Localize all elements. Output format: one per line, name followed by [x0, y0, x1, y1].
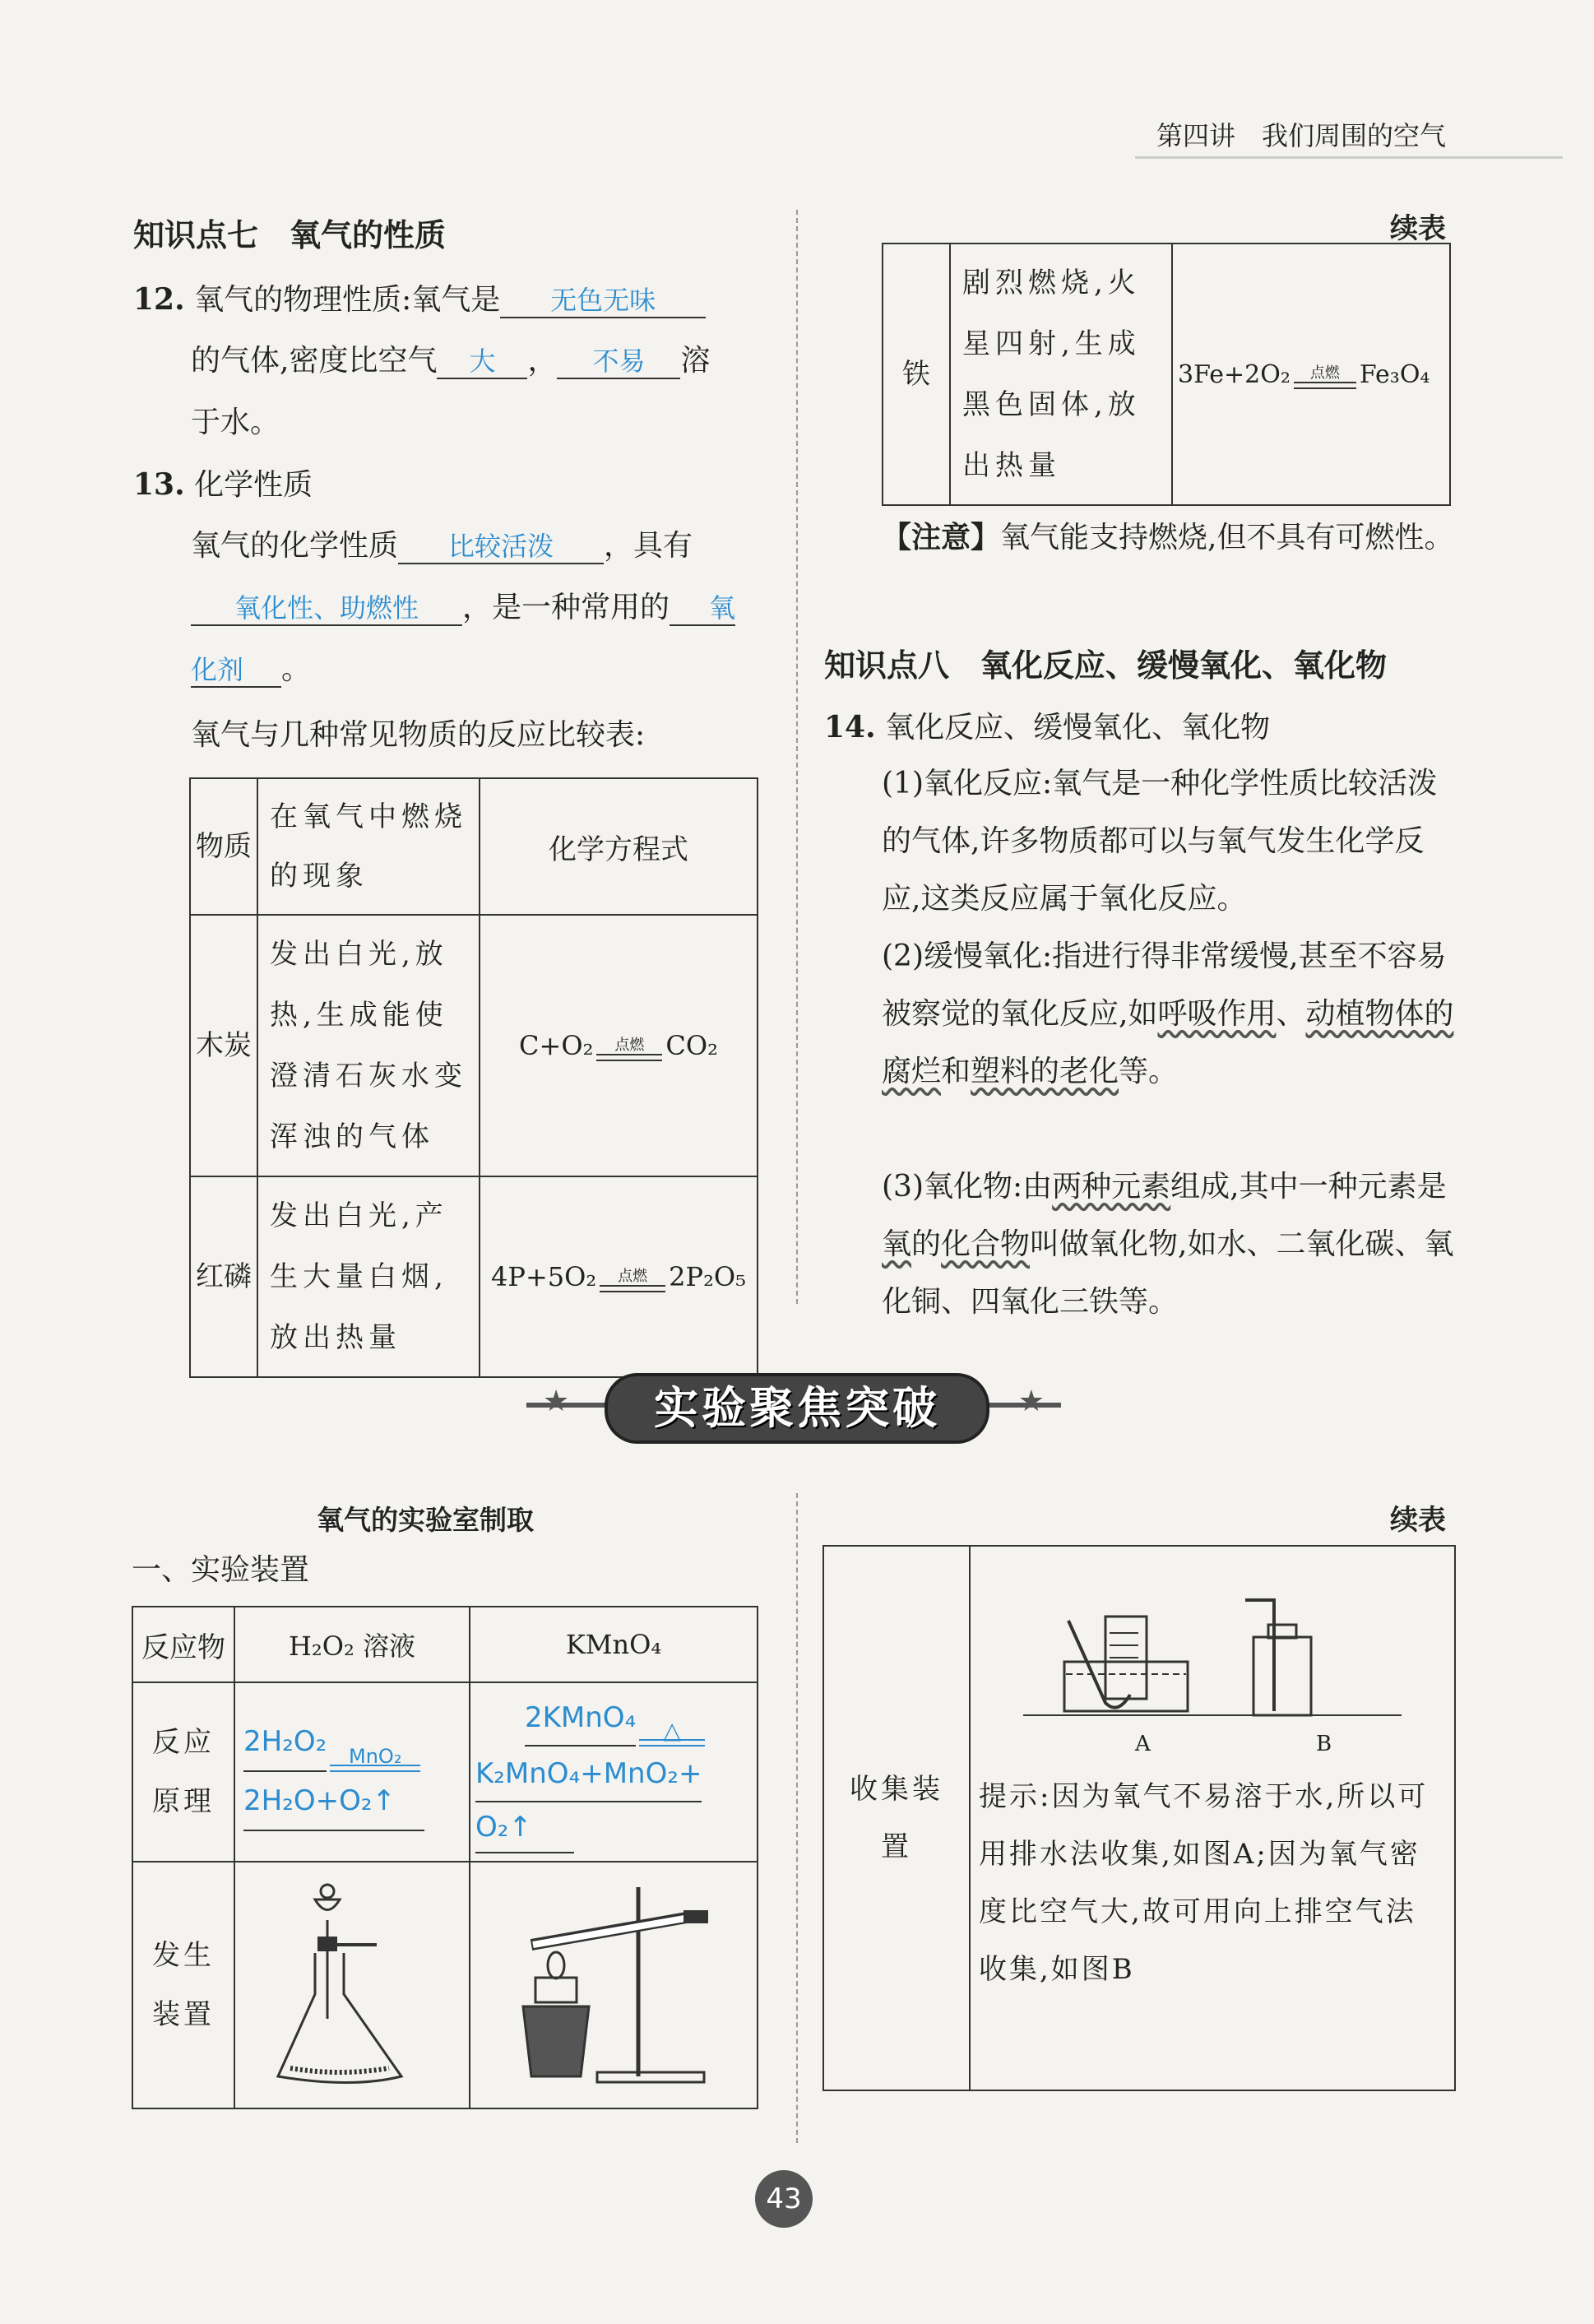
eq-iron: [1172, 244, 1450, 505]
flask-apparatus-figure: [270, 1871, 434, 2093]
q14-p2-b: 、: [1276, 997, 1306, 1031]
header-rule: [1135, 156, 1563, 159]
q14-p2-w3: 塑料的老化: [971, 1055, 1119, 1088]
eq-charcoal-lhs: C+O₂: [519, 1030, 594, 1061]
q14-p2-c: 和: [941, 1055, 971, 1088]
test-tube-apparatus-figure: [498, 1871, 729, 2093]
lab-title: 氧气的实验室制取: [317, 1504, 534, 1536]
q14-p2-a: (2)缓慢氧化:指进行得非常缓慢,甚至不容易被察觉的氧化反应,如: [882, 939, 1447, 1031]
q12-number: 12.: [133, 282, 185, 317]
banner-title: 实验聚焦突破: [654, 1382, 940, 1434]
q13-answer3a: 氧: [670, 591, 735, 626]
iron-table: [882, 243, 1451, 506]
q13-title: 化学性质: [194, 468, 313, 502]
q13: [133, 455, 313, 515]
eq-charcoal-rhs: CO₂: [665, 1030, 718, 1061]
q14-p3-w1: 两种元素: [1052, 1170, 1171, 1204]
device-h2o2: [234, 1862, 470, 2108]
q13-answer1: 比较活泼: [398, 530, 604, 564]
q14-p2-w1: 呼吸作用: [1157, 997, 1277, 1031]
q12: [133, 270, 758, 330]
note-text: 氧气能支持燃烧,但不具有可燃性。: [1000, 521, 1454, 554]
star-icon: ★: [1017, 1385, 1045, 1418]
page-number: 43: [755, 2170, 813, 2228]
q14-p3-d: 叫做氧化物,如水、二氧化碳、氧化铜、四氧化三铁等。: [882, 1227, 1454, 1319]
q13-number: 13.: [133, 467, 185, 502]
section7-title: 知识点七 氧气的性质: [133, 217, 447, 253]
eq1-cell: [234, 1682, 470, 1862]
section8-title: 知识点八 氧化反应、缓慢氧化、氧化物: [824, 647, 1388, 684]
cont-label-bottom: 续表: [1390, 1504, 1446, 1537]
eq-phosphorus-rhs: 2P₂O₅: [669, 1261, 746, 1292]
eq-iron-rhs: Fe₃O₄: [1359, 360, 1430, 389]
cell-red-phosphorus-phenomenon: 发出白光,产生大量白烟,放出热量: [257, 1176, 480, 1377]
q14-p3-a: (3)氧化物:由: [882, 1170, 1053, 1204]
table-intro: 氧气与几种常见物质的反应比较表:: [191, 718, 646, 752]
q12-comma: ，: [527, 344, 558, 378]
th-equation: 化学方程式: [480, 778, 758, 915]
page-header: 第四讲 我们周围的空气: [1156, 120, 1446, 151]
column-divider-top: [796, 210, 798, 1304]
q14-p3-b: 组成,其中一种元素是: [1170, 1170, 1447, 1204]
lab-subtitle: 一、实验装置: [132, 1553, 310, 1587]
q12-text-a: 氧气的物理性质:氧气是: [194, 283, 501, 317]
eq-charcoal-equals: [596, 1054, 662, 1061]
eq1-cond: MnO₂: [349, 1745, 402, 1768]
q13-answer3b: 化剂: [191, 653, 281, 688]
eq-phosphorus-lhs: 4P+5O₂: [491, 1261, 597, 1292]
cont-label-top: 续表: [1390, 212, 1446, 245]
section-banner: [526, 1370, 1061, 1444]
q14-number: 14.: [824, 710, 876, 745]
star-icon: ★: [543, 1385, 570, 1418]
collect-figures: [979, 1547, 1446, 1768]
q12-text-b: 的气体,密度比空气: [191, 344, 438, 378]
q13-text-c: ，是一种常用的: [462, 591, 670, 624]
q13-answer2: 氧化性、助燃性: [191, 591, 462, 626]
banner-pill: [605, 1373, 989, 1444]
eq-iron-cond: 点燃: [1309, 364, 1340, 382]
collect-table: [822, 1545, 1456, 2091]
eq2-rhs2: O₂↑: [475, 1802, 574, 1853]
q13-text-d: 。: [281, 652, 312, 686]
collection-figure: [1007, 1596, 1418, 1736]
th-substance: 物质: [190, 778, 257, 915]
eq-phosphorus: [480, 1176, 758, 1377]
q14-p3: [882, 1158, 1457, 1331]
fig-label-a: A: [1135, 1732, 1151, 1756]
q12-answer2: 大: [437, 345, 527, 379]
collect-label: 收集装置: [823, 1546, 970, 2090]
cell-iron-phenomenon: 剧烈燃烧,火星四射,生成黑色固体,放出热量: [950, 244, 1172, 505]
q12-text-c: 溶: [680, 344, 711, 378]
eq-charcoal: [480, 915, 758, 1176]
q14-p3-c: 的: [911, 1227, 942, 1261]
q14-title: 氧化反应、缓慢氧化、氧化物: [885, 711, 1271, 745]
th-reactant: 反应物: [132, 1607, 234, 1682]
column-divider-bottom: [796, 1493, 798, 2143]
note-label: 【注意】: [882, 521, 1001, 554]
q12-line3: 于水。: [191, 406, 280, 439]
q14-p2: [882, 928, 1457, 1101]
device-kmno4: [470, 1862, 758, 2108]
row-principle-label: 反应原理: [132, 1682, 234, 1862]
lab-table: [132, 1606, 758, 2109]
eq-phosphorus-equals: [600, 1285, 665, 1292]
q14-p3-w2: 氧: [882, 1227, 912, 1261]
collect-content: [970, 1546, 1455, 2090]
eq2-cond: △: [663, 1717, 681, 1744]
q14-p2-w2: 动植物体的腐烂: [882, 997, 1454, 1088]
q14: [824, 698, 1270, 758]
cell-red-phosphorus: 红磷: [190, 1176, 257, 1377]
q13-text-a: 氧气的化学性质: [191, 529, 399, 563]
note: [882, 508, 1457, 568]
eq-charcoal-cond: 点燃: [614, 1037, 645, 1054]
q12-line2: [191, 332, 767, 391]
row-device-label: 发生装置: [132, 1862, 234, 2108]
eq1-lhs: 2H₂O₂: [243, 1713, 327, 1772]
cell-iron: 铁: [883, 244, 950, 505]
figure-labels: [979, 1732, 1446, 1768]
q12-answer1: 无色无味: [500, 284, 706, 318]
q12-answer3: 不易: [557, 345, 680, 379]
eq1-rhs: 2H₂O+O₂↑: [243, 1772, 424, 1831]
eq-iron-lhs: 3Fe+2O₂: [1178, 360, 1290, 389]
q13-text-b: ，具有: [604, 529, 693, 563]
eq2-cell: [470, 1682, 758, 1862]
th-h2o2: H₂O₂ 溶液: [234, 1607, 470, 1682]
q13-line2: [191, 578, 783, 638]
eq2-rhs1: K₂MnO₄+MnO₂+: [475, 1746, 702, 1802]
cell-charcoal: 木炭: [190, 915, 257, 1176]
q14-p2-d: 等。: [1119, 1055, 1179, 1088]
eq-iron-equals: [1294, 382, 1356, 389]
collect-hint: 提示:因为氧气不易溶于水,所以可用排水法收集,如图A;因为氧气密度比空气大,故可用向上排空气法收集,如图B: [979, 1780, 1429, 1986]
cell-charcoal-phenomenon: 发出白光,放热,生成能使澄清石灰水变浑浊的气体: [257, 915, 480, 1176]
q13-line3: [191, 640, 311, 699]
eq2-lhs: 2KMnO₄: [525, 1691, 636, 1746]
q13-line1: [191, 517, 767, 576]
q14-p1: (1)氧化反应:氧气是一种化学性质比较活泼的气体,许多物质都可以与氧气发生化学反应,这类反应属于氧化反应。: [882, 767, 1438, 916]
th-phenomenon: 在氧气中燃烧的现象: [257, 778, 480, 915]
reaction-table: [189, 777, 758, 1378]
q14-p3-w3: 化合物: [941, 1227, 1031, 1261]
fig-label-b: B: [1316, 1732, 1332, 1756]
eq-phosphorus-cond: 点燃: [618, 1268, 648, 1285]
th-kmno4: KMnO₄: [470, 1607, 758, 1682]
